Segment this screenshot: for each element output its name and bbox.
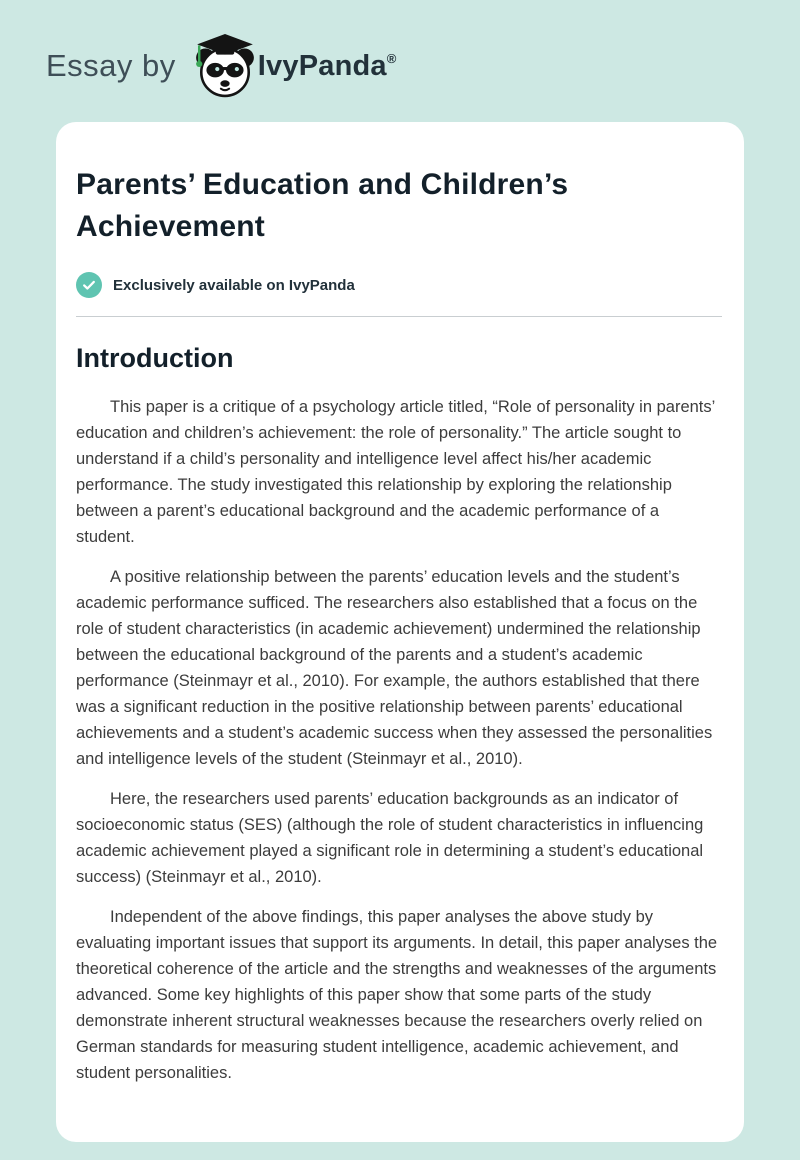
- essay-card: [56, 122, 744, 1142]
- paragraph: This paper is a critique of a psychology article titled, “Role of personality in parents’ education and children’s achievement: the role of personality.” The article sought to understand if a child’s personality and intelligence level affect his/her academic performance. The study investigated this relationship by exploring the relationship between a parent’s educational background and the academic performance of a student.: [76, 398, 715, 546]
- registered-mark: ®: [386, 50, 397, 66]
- divider: [76, 316, 722, 317]
- availability-text: Exclusively available on IvyPanda: [113, 276, 355, 294]
- check-icon: [76, 272, 102, 298]
- panda-graduate-icon: [192, 33, 258, 99]
- section-heading-introduction: Introduction: [76, 343, 234, 373]
- brand-name: IvyPanda ®: [257, 49, 397, 82]
- essay-title: Parents’ Education and Children’s Achievement: [76, 168, 569, 243]
- paragraph: Here, the researchers used parents’ education backgrounds as an indicator of socioeconomic status (SES) (although the role of student characteristics in influencing academic achievement played a significant role in determining a student’s educational success) (Steinmayr et al., 2010).: [76, 790, 704, 886]
- availability-badge: [76, 272, 722, 298]
- paragraph: A positive relationship between the parents’ education levels and the student’s academic performance sufficed. The researchers also established that a focus on the role of student characteristics (in academic achievement) undermined the relationship between the educational background of the parents and a student’s academic performance (Steinmayr et al., 2010). For example, the authors established that there was a significant reduction in the positive relationship between parents’ educational achievements and a student’s academic success when they assessed the personalities and intelligence levels of the student (Steinmayr et al., 2010).: [76, 568, 713, 768]
- site-header: [0, 0, 800, 96]
- ivypanda-logo-link[interactable]: [192, 33, 397, 99]
- paragraph: Independent of the above findings, this paper analyses the above study by evaluating important issues that support its arguments. In detail, this paper analyses the theoretical coherence of the article and the strengths and weaknesses of the arguments advanced. Some key highlights of this paper show that some parts of the study demonstrate inherent structural weaknesses because the researchers overly relied on German standards for measuring student intelligence, academic achievement, and student personalities.: [76, 908, 718, 1082]
- essay-by-label: Essay by: [46, 48, 176, 83]
